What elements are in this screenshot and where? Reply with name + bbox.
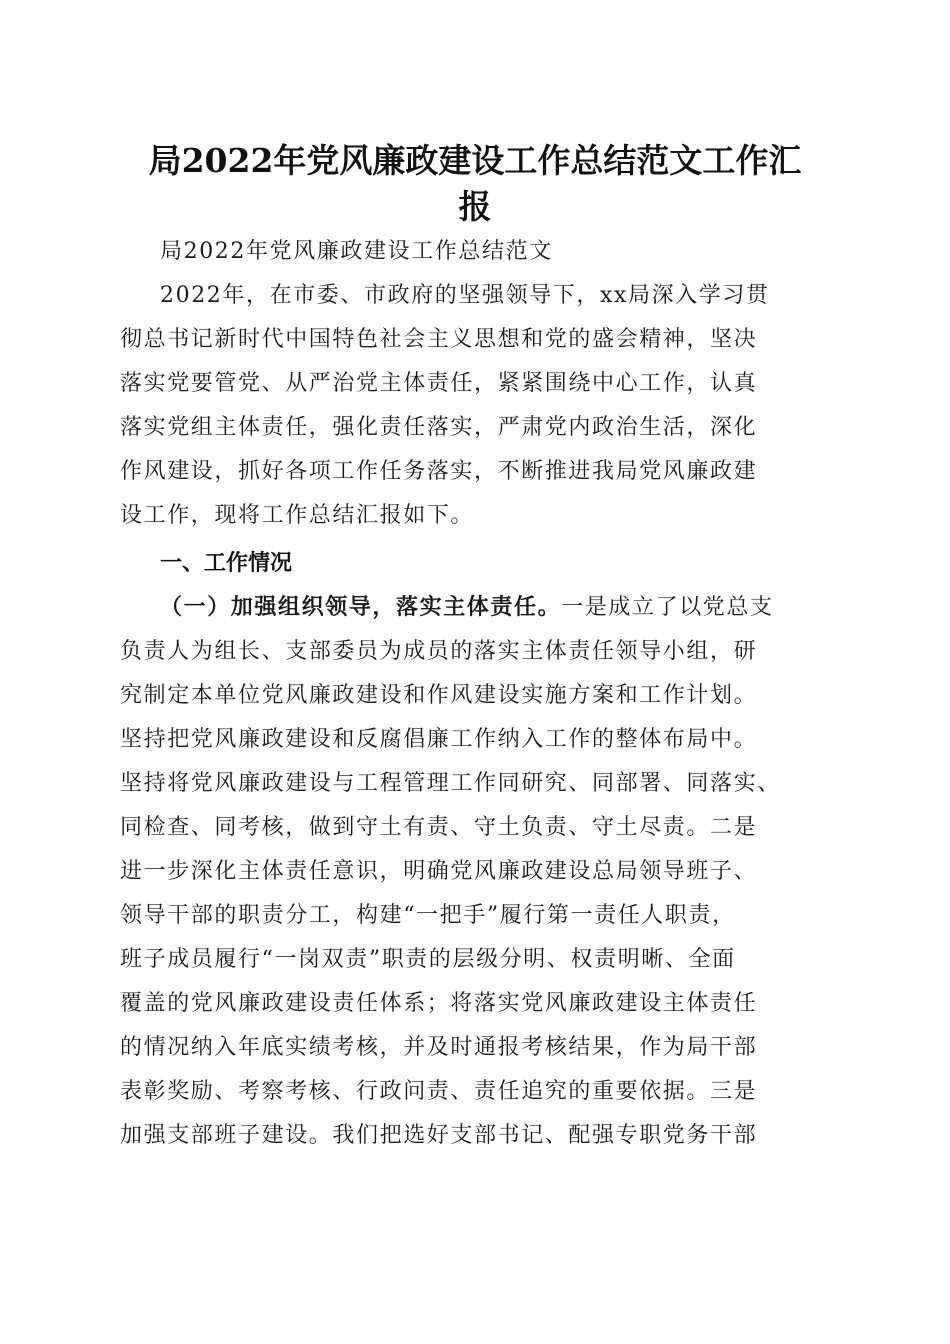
intro-line: 2022年，在市委、市政府的坚强领导下，xx局深入学习贯	[160, 283, 770, 308]
intro-line: 彻总书记新时代中国特色社会主义思想和党的盛会精神，坚决	[120, 327, 758, 352]
subtitle	[120, 230, 832, 274]
section1-paragraph	[120, 586, 832, 1158]
section-heading: 一、工作情况	[160, 551, 293, 576]
subtitle-line: 局2022年党风廉政建设工作总结范文	[160, 239, 553, 264]
body-line: 进一步深化主体责任意识，明确党风廉政建设总局领导班子、	[120, 859, 758, 884]
intro-line: 落实党要管党、从严治党主体责任，紧紧围绕中心工作，认真	[120, 371, 758, 396]
body-line: 领导干部的职责分工，构建“一把手”履行第一责任人职责，	[120, 903, 736, 928]
body-line: 的情况纳入年底实绩考核，并及时通报考核结果，作为局干部	[120, 1035, 758, 1060]
body-line: 加强支部班子建设。我们把选好支部书记、配强专职党务干部	[120, 1123, 758, 1148]
intro-line: 设工作，现将工作总结汇报如下。	[120, 503, 475, 528]
title-line-1: 局2022年党风廉政建设工作总结范文工作汇	[148, 141, 802, 180]
intro-line: 落实党组主体责任，强化责任落实，严肃党内政治生活，深化	[120, 415, 758, 440]
body-line: 坚持将党风廉政建设与工程管理工作同研究、同部署、同落实、	[120, 771, 781, 796]
section1-first-line	[120, 586, 832, 630]
body-line: 坚持把党风廉政建设和反腐倡廉工作纳入工作的整体布局中。	[120, 727, 758, 752]
intro-line: 作风建设，抓好各项工作任务落实，不断推进我局党风廉政建	[120, 459, 758, 484]
intro-paragraph	[120, 274, 832, 538]
body-line: 究制定本单位党风廉政建设和作风建设实施方案和工作计划。	[120, 683, 758, 708]
sub-heading: （一）加强组织领导，落实主体责任。	[160, 595, 562, 620]
body-line: 负责人为组长、支部委员为成员的落实主体责任领导小组，研	[120, 639, 758, 664]
body-line: 覆盖的党风廉政建设责任体系；将落实党风廉政建设主体责任	[120, 991, 758, 1016]
body-line: 表彰奖励、考察考核、行政问责、责任追究的重要依据。三是	[120, 1079, 758, 1104]
document-title	[95, 138, 855, 230]
title-line-2: 报	[458, 187, 492, 226]
body-line: 班子成员履行“一岗双责”职责的层级分明、权责明晰、全面	[120, 947, 736, 972]
body-line: 同检查、同考核，做到守土有责、守土负责、守土尽责。二是	[120, 815, 758, 840]
section1-first-line-text: 一是成立了以党总支	[561, 595, 774, 620]
